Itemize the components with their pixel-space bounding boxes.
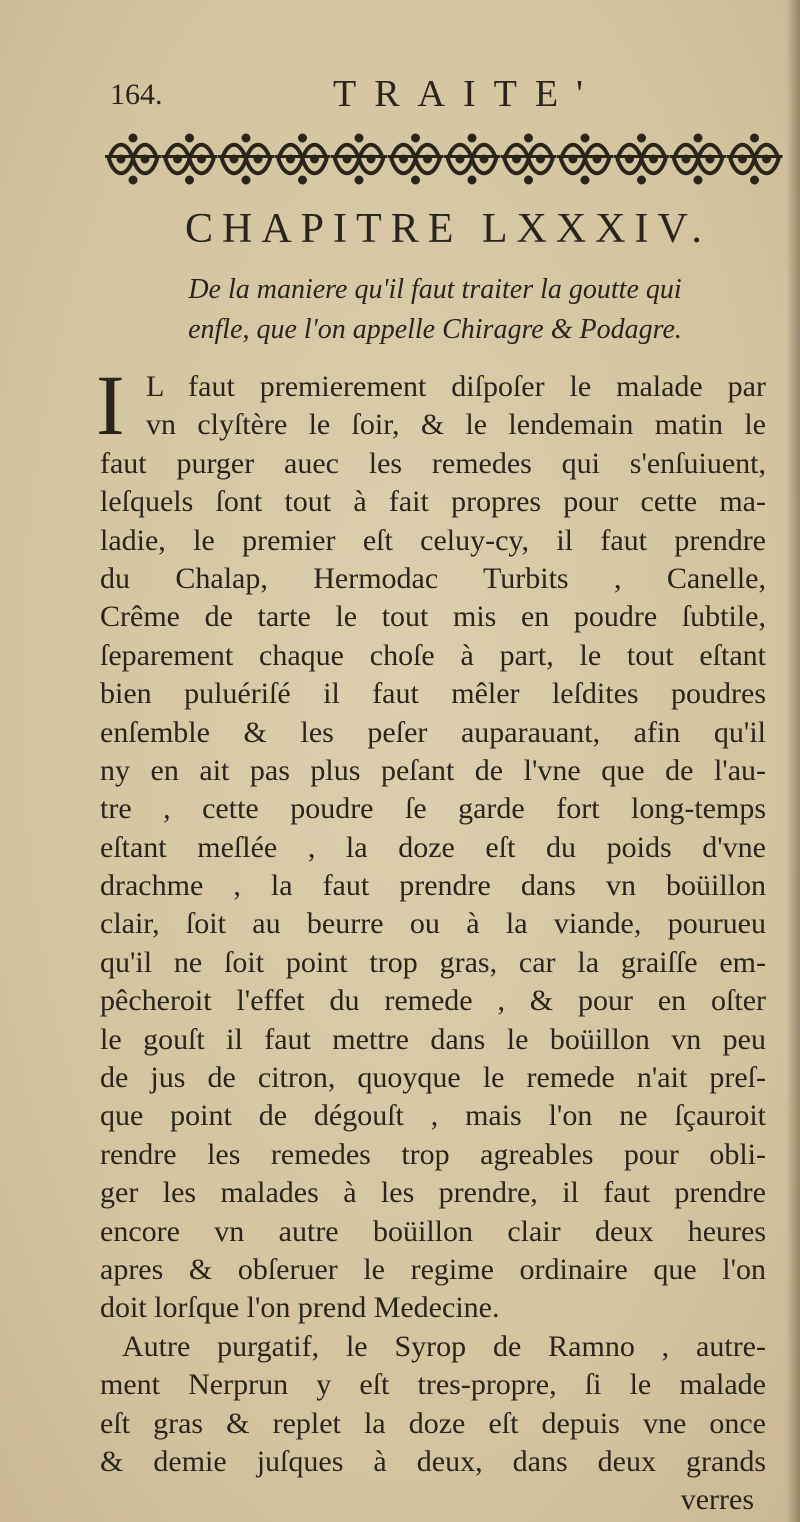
subtitle-line: enfle, que l'on appelle Chiragre & Podagre. [188, 314, 682, 345]
running-title: TRAITE' [333, 73, 601, 115]
text-line: drachme , la faut prendre dans vn boüillon [100, 869, 766, 903]
text-line: du Chalap, Hermodac Turbits , Canelle, [100, 561, 766, 595]
text-line: faut purger auec les remedes qui s'enſuiuent, [100, 446, 766, 480]
text-line: qu'il ne ſoit point trop gras, car la graiſſe em- [100, 945, 766, 979]
text-line: L faut premierement diſpoſer le malade par [146, 370, 766, 403]
body-text [96, 357, 766, 1520]
page-edge-shadow [786, 0, 800, 1522]
text-line: enſemble & les peſer auparauant, afin qu'il [100, 715, 766, 749]
chapter-subtitle [105, 270, 765, 350]
text-line: leſquels ſont tout à fait propres pour cette ma- [100, 485, 766, 519]
text-line: tre , cette poudre ſe garde fort long-temps [100, 792, 766, 826]
text-line: de jus de citron, quoyque le remede n'ait preſ- [100, 1061, 766, 1095]
text-line: clair, ſoit au beurre ou à la viande, pourueu [100, 907, 766, 941]
text-line: ger les malades à les prendre, il faut prendre [100, 1176, 766, 1210]
text-line: bien puluériſé il faut mêler leſdites poudres [100, 677, 766, 711]
drop-cap: I [96, 357, 125, 453]
text-line: doit lorſque l'on prend Medecine. [100, 1291, 500, 1325]
text-line: le gouſt il faut mettre dans le boüillon vn peu [100, 1022, 766, 1056]
page-number: 164. [110, 78, 163, 111]
text-line: pêcheroit l'effet du remede , & pour en oſter [100, 984, 766, 1018]
subtitle-line: De la maniere qu'il faut traiter la goutte qui [188, 274, 682, 305]
text-line: vn clyſtère le ſoir, & le lendemain matin le [146, 408, 766, 442]
text-line: eſt gras & replet la doze eſt depuis vne once [100, 1406, 766, 1440]
text-line: ſeparement chaque choſe à part, le tout eſtant [100, 638, 766, 672]
running-header [105, 70, 785, 120]
catchword: verres [680, 1483, 754, 1517]
text-line: que point de dégouſt , mais l'on ne ſçauroit [100, 1099, 766, 1133]
text-line: & demie juſques à deux, dans deux grands [100, 1444, 766, 1478]
text-line: Autre purgatif, le Syrop de Ramno , autre- [122, 1329, 766, 1363]
text-line: apres & obſeruer le regime ordinaire que l'on [100, 1252, 766, 1286]
text-line: ladie, le premier eſt celuy-cy, il faut prendre [100, 523, 766, 557]
text-line: ny en ait pas plus peſant de l'vne que de l'au- [100, 753, 766, 787]
text-line: rendre les remedes trop agreables pour obli- [100, 1137, 766, 1171]
text-line: ment Nerprun y eſt tres-propre, ſi le malade [100, 1368, 766, 1402]
chapter-title: CHAPITRE LXXXIV. [185, 206, 711, 252]
text-line: eſtant meſlée , la doze eſt du poids d'vne [100, 830, 766, 864]
text-line: encore vn autre boüillon clair deux heures [100, 1214, 766, 1248]
text-line: Crême de tarte le tout mis en poudre ſubtile, [100, 600, 766, 634]
ornament-band-icon [105, 128, 783, 190]
